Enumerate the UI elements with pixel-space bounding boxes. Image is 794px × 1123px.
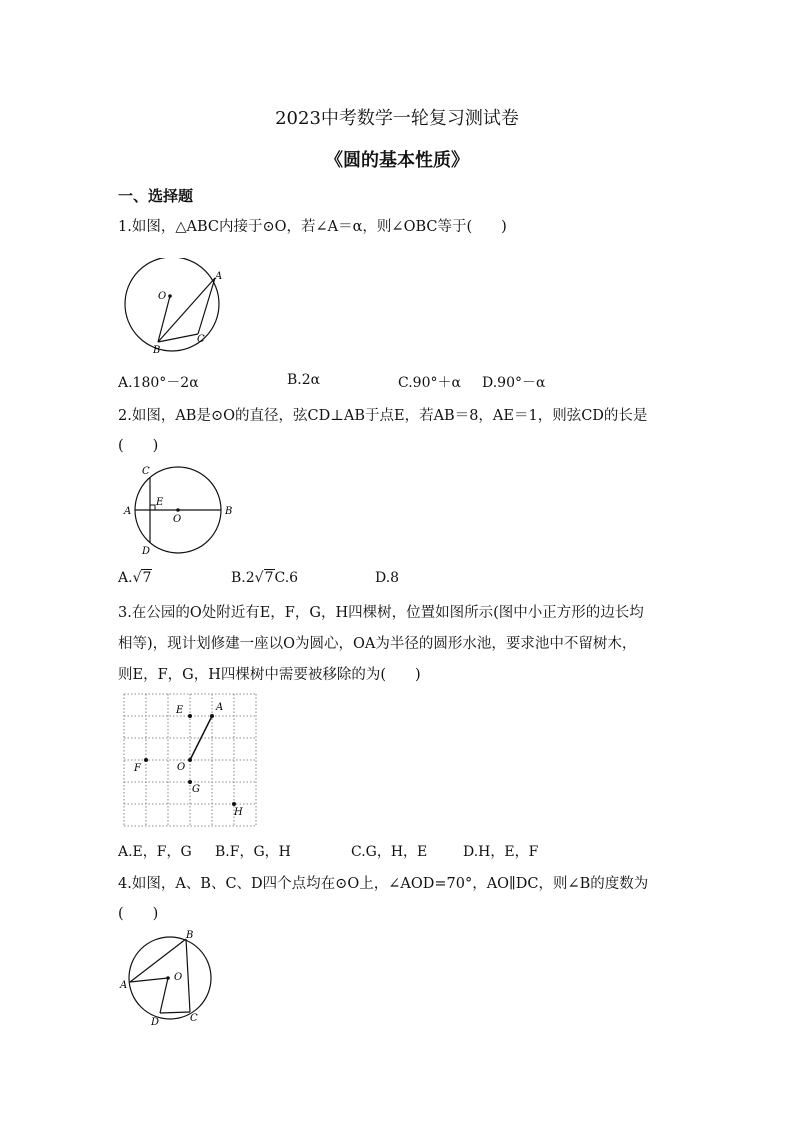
- segment-OD: [160, 978, 168, 1013]
- q2-option-a-prefix: A.: [118, 570, 133, 586]
- center-dot: [176, 508, 180, 512]
- question-3-line3: 则E，F，G，H四棵树中需要被移除的为( ): [118, 667, 421, 683]
- label-A: A: [216, 702, 224, 713]
- label-A: A: [120, 980, 128, 991]
- q2-option-c: C.6: [274, 570, 299, 586]
- segment-DC: [160, 1012, 190, 1013]
- question-1-figure: [118, 258, 238, 358]
- label-E: E: [156, 497, 164, 508]
- point-H: [232, 802, 236, 806]
- point-E: [188, 714, 192, 718]
- segment-BC: [186, 939, 190, 1012]
- q1-option-a[interactable]: A.180°－2α: [118, 375, 199, 391]
- question-4-figure: [118, 928, 223, 1028]
- label-B: B: [153, 345, 161, 356]
- question-1-stem: 1.如图，△ABC内接于⊙O，若∠A＝α，则∠OBC等于( ): [118, 219, 507, 235]
- label-A: A: [215, 271, 223, 282]
- point-F: [144, 758, 148, 762]
- q3-option-d[interactable]: D.H，E，F: [463, 844, 539, 860]
- point-A: [210, 714, 214, 718]
- sqrt-sign: √7: [254, 570, 274, 586]
- page-subtitle: 《圆的基本性质》: [325, 150, 469, 171]
- label-E: E: [176, 705, 184, 716]
- label-O: O: [177, 762, 186, 773]
- label-D: D: [151, 1017, 160, 1028]
- q2-option-a-radicand: 7: [142, 570, 152, 586]
- segment-AC: [198, 278, 215, 334]
- label-H: H: [234, 807, 243, 818]
- circle: [129, 937, 211, 1019]
- sqrt-sign: √7: [132, 570, 152, 586]
- page-title: 2023中考数学一轮复习测试卷: [275, 108, 519, 129]
- q1-option-b[interactable]: B.2α: [287, 372, 321, 388]
- label-O: O: [174, 972, 183, 983]
- section-heading: 一、选择题: [118, 187, 194, 205]
- segment-AO: [130, 978, 168, 982]
- label-B: B: [225, 506, 233, 517]
- q3-option-b[interactable]: B.F，G，H: [215, 844, 291, 860]
- label-O: O: [158, 291, 167, 302]
- q2-option-b-c[interactable]: [231, 570, 298, 586]
- label-A: A: [124, 506, 132, 517]
- question-4-line2: ( ): [118, 906, 159, 922]
- label-C: C: [190, 1013, 198, 1024]
- q3-option-c[interactable]: C.G，H，E: [351, 844, 428, 860]
- q1-option-d[interactable]: D.90°－α: [482, 375, 546, 391]
- question-4-line1: 4.如图，A、B、C、D四个点均在⊙O上，∠AOD=70°，AO∥DC，则∠B的度数为: [118, 876, 649, 892]
- q2-option-b-radicand: 7: [264, 570, 274, 586]
- label-D: D: [142, 546, 151, 557]
- q1-option-c[interactable]: C.90°＋α: [398, 375, 461, 391]
- point-O: [188, 758, 192, 762]
- q2-option-a[interactable]: [118, 570, 152, 586]
- q3-option-a[interactable]: A.E，F，G: [118, 844, 192, 860]
- label-B: B: [186, 930, 194, 941]
- question-2-stem-line2: ( ): [118, 438, 159, 454]
- question-3-grid-figure: [118, 688, 263, 828]
- q2-option-d[interactable]: D.8: [375, 570, 400, 586]
- circle: [125, 258, 219, 351]
- question-3-line1: 3.在公园的O处附近有E，F，G，H四棵树，位置如图所示(图中小正方形的边长均: [118, 605, 644, 621]
- right-angle-mark: [150, 505, 155, 510]
- label-O: O: [173, 514, 182, 525]
- question-3-line2: 相等)，现计划修建一座以O为圆心，OA为半径的圆形水池，要求池中不留树木，: [118, 636, 637, 652]
- center-dot: [166, 976, 170, 980]
- question-2-stem-line1: 2.如图，AB是⊙O的直径，弦CD⊥AB于点E，若AB＝8，AE＝1，则弦CD的长是: [118, 408, 648, 424]
- label-G: G: [192, 784, 200, 795]
- q2-option-b-prefix: B.2: [231, 570, 255, 586]
- label-C: C: [197, 334, 205, 345]
- label-F: F: [134, 763, 141, 774]
- center-dot: [168, 294, 172, 298]
- label-C: C: [142, 466, 150, 477]
- question-2-figure: [118, 460, 243, 560]
